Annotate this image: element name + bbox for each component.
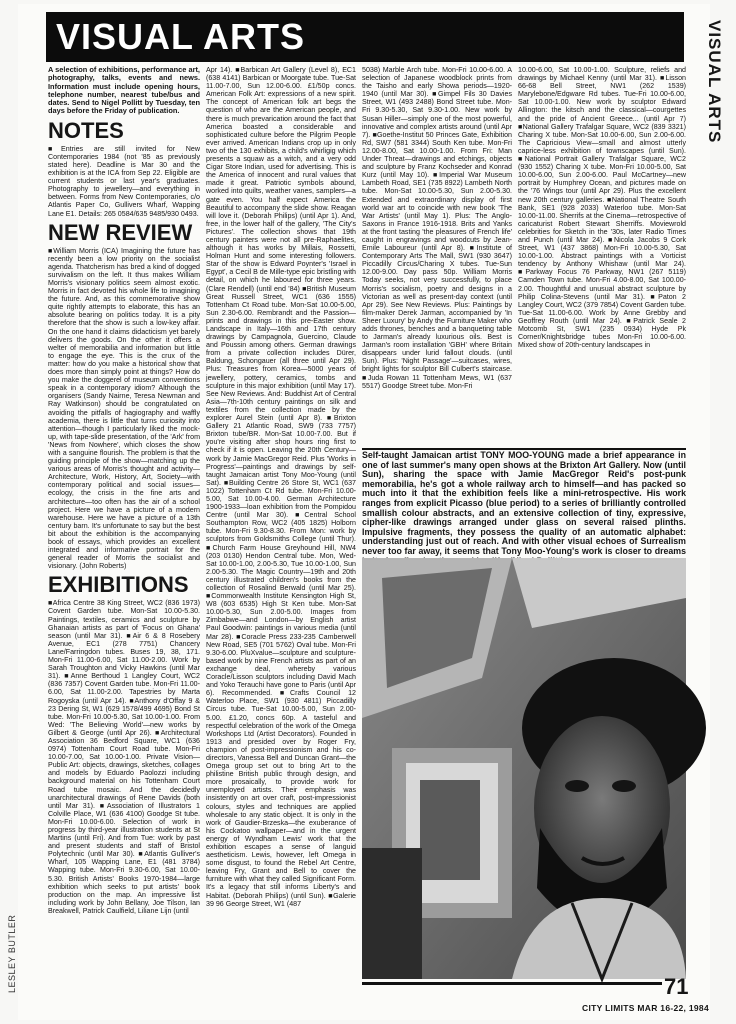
artist-photograph [362,558,686,979]
side-section-label [700,18,724,188]
section-title: VISUAL ARTS [56,16,306,57]
page-number: 71 [664,974,689,999]
column-3 [362,66,512,449]
column-4 [518,66,686,449]
exhibitions-listings-col4: 10.00-6.00, Sat 10.00-1.00. Sculpture, reliefs and drawings by Michael Kenny (until Mar 31). ■Lisson 66-68 Bell Street, NW1 (262 1539) Marylebone/Edgware Rd tubes. Tue-Fri 10.00-6.00, Sat 10.00-1.00. New work by sculptor Edward Allington: the kitsch and the classical—courgettes and the pride of Ancient Greece... (until Apr 7) ■National Gallery Trafalgar Square, WC2 (839 3321) Charing X tube. Mon-Sat 10.00-6.00, Sun 2.00-6.00. The Capricious View—small and almost utterly caprice-less exhibition of townscapes (until Sun). ■National Portrait Gallery Trafalgar Square, WC2 (930 1552) Charing X tube. Mon-Fri 10.00-5.00, Sat 10.00-6.00, Sun 2.00-6.00. Paul McCartney—new portrait by Humphrey Ocean, and pictures made on the '76 Wings tour (until Apr 29). Plus the excellent new 20th century galleries. ■National Theatre South Bank, SE1 (928 2033) Waterloo tube. Mon-Sat 10.00-11.00. Sherrifs at the Cinema—retrospective of caricaturist Robert Stewart Sherriffs. Moviewrold celebrities for Sketch in the '30s, later Radio Times and Punch (until Mar 24). ■Nicola Jacobs 9 Cork Street, W1 (437 3868) Mon-Fri 10.00-5.30, Sat 10.00-1.00. Abstract paintings with a Vorticist tendency by Anthony Whishaw (until Mar 24). ■Parkway Focus 76 Parkway, NW1 (267 5119) Camden Town tube. Mon-Fri 4.00-8.00, Sat 100.00-2.00. Thoughtful and unusual abstract sculpture by Philip Colina-Stevens (until Mar 31). ■Paton 2 Langley Court, WC2 (379 7854) Covent Garden tube. Tue-Sat 11.00-6.00. Work by Anne Grebby and Geoffrey Routh (until Mar 24). ■Patrick Seale 2 Motcomb St, SW1 (235 0934) Hyde Pk Corner/Knightsbridge tubes Mon-Fri 10.00-6.00. Mixed show of 20th-century landscapes in [518,66,686,350]
exhibitions-listings-col1: ■Africa Centre 38 King Street, WC2 (836 1973) Covent Garden tube. Mon-Sat 10.00-5.30. Paintings, textiles, ceramics and sculpture by Ghanaian artists as part of 'Focus on Ghana' season (until Mar 31). ■Air 6 & 8 Rosebery Avenue, EC1 (278 7751) Chancery Lane/Farringdon tubes. Buses 19, 38, 171. Mon-Fri 11.00-6.00, Sat 11.00-2.00. Work by Sarah Troughton and Vicky Hawkins (until Mar 31). ■Anne Berthoud 1 Langley Court, WC2 (836 7357) Covent Garden tube. Mon-Fri 11.00-6.00, Sat 11.00-2.00. Tapestries by Marta Rogoyska (until Apr 14). ■Anthony d'Offay 9 & 23 Dering St, W1 (629 1578/499 4695) Bond St tube. Mon-Fri 10.00-5.30, Sat 10.00-1.00. From Wed: 'The Believing World'—new works by Gilbert & George (until Apr 26). ■Architectural Association 36 Bedford Square, WC1 (636 0974) Tottenham Court Road tube. Mon-Fri 10.00-7.00, Sat 10.00-1.00. Private Vision—Public Art: objects, drawings, sketches, collages and models by Eduardo Paolozzi including background material on his Tottenham Court Road tube mosaic. And the decidedly unarchitectural drawings of Rene Davids (both until Mar 31). ■Association of Illustrators 1 Colville Place, W1 (636 4100) Goodge St tube. Mon-Fri 10.00-6.00. Selection of work in progress by third-year illustration students at St Martins (until Fri). And from Tue: work by past and present students and staff of Bristol Polytechnic (until Mar 30). ■Atlantis Gulliver's Wharf, 105 Wapping Lane, E1 (481 3784) Wapping tube. Mon-Fri 9.30-6.00, Sat 10.00-5.30. British Artists' Books 1970-1984—large exhibition which seeks to put artists' book production on the map. An impressive list including work by John Bellany, Joe Tilson, Ian Breakwell, Patrick Caulfield, Liliane Lijn (until [48,599,200,915]
section-banner [46,12,684,62]
notes-text: ■Entries are still invited for New Contemporaries 1984 (not '85 as previously stated here). Deadline is Mar 30 and the exhibition is at the ICA from Sep 22. Eligible are current students or last year's graduates. Photography to jewellery—and everything in between. Forms from New Contemporaries, c/o Atlantis Paper Co, Gullivers Wharf, Wapping Lane E1. Details: 265 0584/635 9485/930 0493. [48,144,200,218]
photo-credit-text: LESLEY BUTLER [7,914,17,993]
notes-heading: NOTES [48,117,124,143]
side-label-text: VISUAL ARTS [705,20,724,144]
exhibitions-listings-col3: 5038) Marble Arch tube. Mon-Fri 10.00-6.00. A selection of Japanese woodblock prints from the Taisho and early Showa periods—1920-1940 (until Mar 30). ■Gimpel Fils 30 Davies Street, W1 (493 2488) Bond Street tube. Mon-Fri 9.30-5.30, Sat 9.30-1.00. New work by Susan Hiller—simply one of the most powerful, innovative and complex artists around (until Apr 7). ■Goethe-Institut 50 Princes Gate, Exhibition Rd, SW7 (581 3344) South Ken tube. Mon-Fri 12.00-8.00, Sat 10.00-1.00. From Fri: Man Under Threat—drawings and etchings, objects and sculpture by Franz Kochseder and Konrad Kurz (until May 10). ■Imperial War Museum Lambeth Road, SE1 (735 8922) Lambeth North tube. Mon-Sat 10.00-5.30, Sun 2.00-5.30. Extended and extraordinary display of first world war art to coincide with new book 'The War Artists' (until May 1). Plus: The Anglo-Saxons in France 1916-1918. Brits and Yanks at the front tasting 'the pleasures of French life' caught in engravings and woodcuts by Jean-Emile Laboureur (until Apr 8). ■Institute of Contemporary Arts The Mall, SW1 (930 3647) Piccadilly Circus/Charing X tubes. Tue-Sun 12.00-9.00. Day pass 50p. William Morris Today seeks, not very successfully, to place Morris's socialism, poetry and designs in a Victorian as well as present-day context (until Apr 29). See New Reviews. Plus: Paintings by film-maker Derek Jarman, accompanied by 'In Sheer Luxury' by Andy the Furniture Maker who adds thrones, benches and a banqueting table to Jarman's already luxurious oils. Best is Jarman's room installation 'GBH' where Britain disappears under lurid fallout clouds. (until Sun). Plus: 'Night Passage'—suitcases, wires, bright lights for sculptor Bill Culbert's staircase. ■Juda Rowan 11 Tottenham Mews, W1 (637 5517) Goodge Street tube. Mon-Fri [362,66,512,390]
artist-photo-image [362,558,686,979]
photo-credit [0,898,24,998]
intro-text: A selection of exhibitions, performance art, photography, talks, events and news. Information must include opening hours, telephone number, nearest tube/bus and dates. Send to Nigel Pollitt by Tuesday, ten days before the Friday of publication. [48,65,200,116]
exhibitions-heading: EXHIBITIONS [48,572,189,598]
bottom-rule [362,982,662,985]
column-2 [206,66,356,1001]
exhibitions-listings-col2: Apr 14). ■Barbican Art Gallery (Level 8), EC1 (638 4141) Barbican or Moorgate tube. Tue-Sat 11.00-7.00, Sun 12.00-6.00. £1/50p concs. American Folk Art: expressions of a new spirit. The concept of American folk art begs the question of who are the American people, and there is much prevarication around the fact that America boasted a considerable and sophisticated culture before the Pilgrim People ever arrived. American Indians crop up in only two of the 130 exhibits, a child's whirligig which presents a squaw as a witch, and a very odd Cigar Store Indian, used for advertising. This is the America of innocent and rural values that made it great. Patriotic symbols abound, worked into quilts, weather vanes, samplers—a gate even. You half expect America the Beautiful to accompany the slide show. Reagan will love it. (Deborah Philips) (until Apr 1). And, free, in the lower half of the gallery, 'The City's Pictures'. The collection shows that 19th century painters were not all pre-Raphaelites, although it has works by Millais, Rossetti, Holman Hunt and some interesting followers. Star of the show is Edward Poynter's 'Israel in Egypt', a Cecil B de Mille-type epic bristling with detail, on which he laboured for three years. (Clare Rendell) (until end '84) ■British Museum Great Russell Street, WC1 (636 1555) Tottenham Ct Road tube. Mon-Sat 10.00-5.00, Sun 2.30-6.00. Rembrandt and the Passion—prints and drawings in this pre-Easter show. Landscape in Italy—16th and 17th century drawings by Campagnola, Guercino, Claude and Poussin among others. German drawings from a private collection includes Dürer, Baldung, Schongauer (all three until Apr 29). Plus: Treasures from Korea—5000 years of jewellery, pottery, ceramics, tombs and sculpture in this major exhibition (until May 17). See New Reviews. And: Buddhist Art of Central Asia—7th-10th century paintings on silk and textiles from the collection made by the explorer Aurel Stein (until Apr 8). ■Brixton Gallery 21 Atlantic Road, SW9 (733 7757) Brixton tube/BR. Mon-Sat 10.00-7.00. But if you're visiting after shop hours ring first to check if it is open. Leaving the 20th Century—work by Jamie MacGregor Reid. Plus 'Works in Progress'—paintings and drawings by self-taught Jamaican artist Tony Moo-Young (until Sat). ■Building Centre 26 Store St, WC1 (637 1022) Tottenham Ct Rd tube. Mon-Fri 10.00-5.00, Sat 10.00-4.00. German Architecture 1900-1933—loan exhibition from the Pompidou Centre (until Mar 30). ■Central School Southampton Row, WC2 (405 1825) Holborn tube. Mon-Fri 9.30-8.30. From Mon: work by sculptors from Goldsmiths College (until Thur). ■Church Farm House Greyhound Hill, NW4 (203 0130) Hendon Central tube. Mon, Wed-Sat 10.00-1.00, 2.00-5.30, Tue 10.00-1.00, Sun 2.00-5.30. The Magic Country—19th and 20th century illustrated children's books from the collection of Rosalind Berwald (until Mar 25). ■Commonwealth Institute Kensington High St, W8 (603 6535) High St Ken tube. Mon-Sat 10.00-5.30, Sun 2.00-5.00. Images from Zimbabwe—and London—by English artist Paul Goodwin: paintings in various media (until Mar 28). ■Coracle Press 233-235 Camberwell New Road, SE5 (701 5762) Oval tube. Mon-Fri 9.30-6.00. PluXvalue—sculpture and sculpture-based work by nine French artists as part of an exchange deal, whereby various Coracle/Lisson sculptors including David Mach and Yoko Terauchi have gone to Paris (until Apr 6). Recommended. ■Crafts Council 12 Waterloo Place, SW1 (930 4811) Piccadilly Circus tube. Tue-Sat 10.00-5.00, Sun 2.00-5.00. £1.20, concs 60p. A tasteful and respectful celebration of the work of the Omega Workshops Ltd (Artist Decorators). Founded in 1913 and presided over by Roger Fry, champion of post-impressionism and his co-directors, Vanessa Bell and Duncan Grant—the Omega group set out to bring Art to the philistine British public through design, and more prosaically, to provide work for unemployed artists. Their emphasis was insistently on art over craft, post-impressionist colours, styles and techniques are applied wholesale to any static object. It is only in the work of Gaudier-Brzeska—the exuberance of his Cockatoo wallpaper—and in the urgent energy of Wyndham Lewis' work that the exhibition escapes a sense of languid aestheticism. Lewis, however, left Omega in some disgust, to found the Rebel Art Centre, leaving Fry, Grant and Bell to cover the furniture with what they called Significant Form. It's a legacy that still informs Liberty's and Habitat. (Deborah Philips) (until Sun). ■Galerie 39 96 George Street, W1 (487 [206,66,356,908]
column-1 [48,66,200,1001]
feature-text: Self-taught Jamaican artist TONY MOO-YOUNG made a brief appearance in one of last summer's many open shows at the Brixton Art Gallery. Now (until Sun), sharing the space with Jamie MacGregor Reid's post-punk memorabilia, he's got a whole railway arch to himself—and has packed so much into it that the exhibition feels like a mini-retrospective. His work ranges from explicit Picasso (blue period) to a series of brilliantly controlled smallish colour abstracts, and an extensive collection of tiny, expressive, cipher-like drawings arranged under glass on several raised plinths. Impulsive fragments, they possess the quality of an automatic alphabet: understanding just out of reach. And with other visual echoes of Surrealism never too far away, it seems that Tony Moo-Young's work is closer to dreams [362,450,686,556]
new-review-heading: NEW REVIEW [48,219,193,245]
review-text: ■William Morris (ICA) Imagining the future has recently been a low priority on the socialist agenda. Thatcherism has bred a kind of dogged survivalism on the left. It thus makes William Morris's visionary politics seem almost exotic. Morris in fact devoted his whole life to imagining the future. And, as this commemorative show quite rightly attempts to elaborate, this has an absolute bearing on politics today. It is a pity therefore that the show is such a low-key affair. On the one hand it claims didacticism yet barely delivers the goods. On the other it offers a welter of memorabilia and information but little to engage the eye. This is the crux of the matter: how do you make a historical show that does more than simply point at things? How do you make the doggerel of museum conventions speak in a contemporary idiom? Although the organisers (Sandy Nairne, Teresa Newman and Ray Watkinson) should be congratulated on avoiding the pitfalls of hagiography and waffly academia, there is little that turns curiosity into attention—though I particularly liked the mock-up, with tape-slide presentation, of the 'Ark' from 'News from Nowhere', which closes the show with a sanguine flourish. The problem is that the guiding principle of the show—matching up the various areas of Morris's thought and activity—Architecture, Work, History, Art, Society—with contemporary political and social issues—ecology, the crisis in the fine arts and architecture—too often has the air of a school project. Here we have a picture of a modern warehouse. Here we have a picture of a 13th century barn. It's unfortunate to say but the best bit about the exhibition is the accompanying book of essays, which provides an excellent integrated and informative portrait for the general reader of Morris the socialist and visionary. (John Roberts) [48,246,200,571]
folio-line: CITY LIMITS MAR 16-22, 1984 [582,1003,709,1013]
